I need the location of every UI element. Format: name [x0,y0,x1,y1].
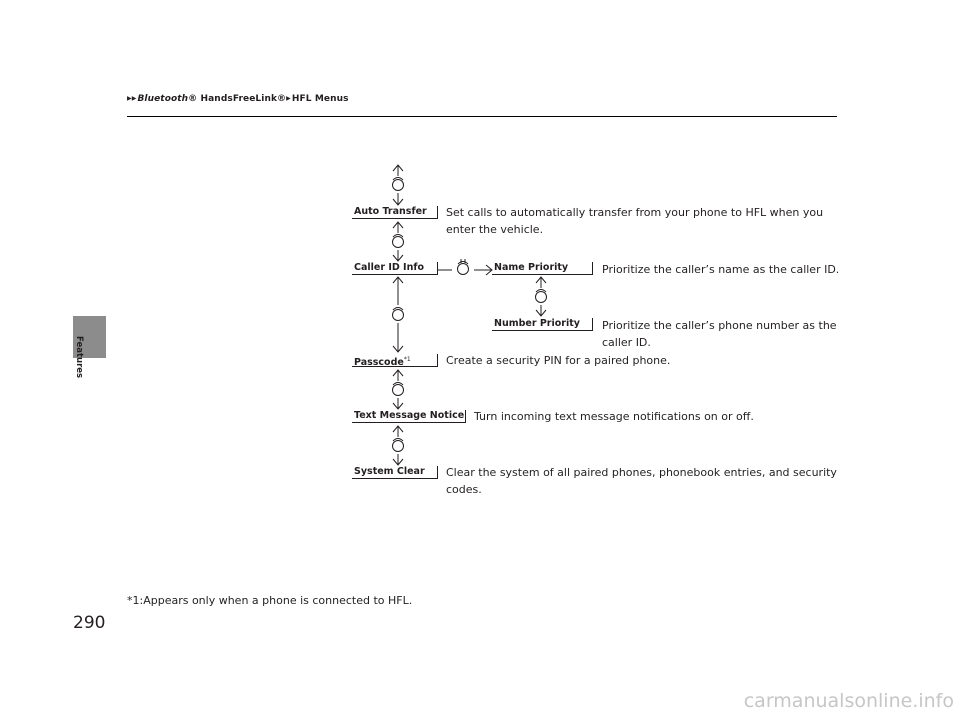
voice-knob-icon [393,308,404,321]
down-arrow-icon [393,454,403,465]
auto-transfer-desc-line1: Set calls to automatically transfer from your phone to HFL when you [446,206,824,219]
down-arrow-icon [393,193,403,205]
down-arrow-icon [393,250,403,261]
system-clear-desc-line2: codes. [446,483,482,496]
system-clear-description [446,464,837,498]
voice-knob-icon [536,290,547,303]
footnote-marker: *1 [403,356,411,363]
breadcrumb-arrow-icon: ▶▶ [127,95,137,102]
up-arrow-icon [393,426,403,437]
voice-knob-icon [393,235,404,248]
breadcrumb-hfl-menus[interactable]: HFL Menus [291,94,349,104]
menu-item-auto-transfer[interactable]: Auto Transfer [352,206,438,219]
auto-transfer-description [446,204,823,238]
number-priority-desc-line1: Prioritize the caller’s phone number as the [602,319,837,332]
name-priority-desc-line1: Prioritize the caller’s name as the caller ID. [602,263,840,276]
footnote: *1:Appears only when a phone is connected to HFL. [127,594,413,607]
auto-transfer-desc-line2: enter the vehicle. [446,223,544,236]
menu-item-name-priority[interactable]: Name Priority [492,262,593,275]
up-arrow-icon [393,165,403,176]
up-arrow-icon [536,277,546,288]
up-arrow-icon [393,277,403,305]
system-clear-desc-line1: Clear the system of all paired phones, phonebook entries, and security [446,466,837,479]
voice-knob-icon [393,178,404,191]
voice-knob-icon [393,439,404,452]
down-arrow-icon [393,323,403,352]
name-priority-description [602,261,839,278]
breadcrumb-arrow-icon: ▶ [286,95,291,102]
menu-item-passcode[interactable] [352,354,438,367]
section-tab-label: Features [74,336,84,379]
menu-item-number-priority[interactable]: Number Priority [492,318,593,331]
number-priority-desc-line2: caller ID. [602,336,651,349]
passcode-desc-line1: Create a security PIN for a paired phone. [446,354,671,367]
text-message-notice-description [474,408,754,425]
down-arrow-icon [536,305,546,316]
up-arrow-icon [393,370,403,381]
passcode-label: Passcode [354,357,404,369]
right-arrow-icon [474,265,492,275]
page-number: 290 [73,613,106,633]
breadcrumb-handsfreelink[interactable]: ® HandsFreeLink® [188,94,287,104]
menu-item-caller-id-info[interactable]: Caller ID Info [352,262,438,275]
watermark: carmanualsonline.info [743,690,954,712]
number-priority-description [602,317,837,351]
push-knob-icon [458,259,469,275]
up-arrow-icon [393,222,403,233]
text-message-desc-line1: Turn incoming text message notifications on or off. [474,410,754,423]
down-arrow-icon [393,398,403,409]
menu-item-system-clear[interactable]: System Clear [352,466,438,479]
breadcrumb-bluetooth[interactable]: Bluetooth [137,94,189,104]
menu-item-text-message-notice[interactable]: Text Message Notice [354,410,465,421]
passcode-description [446,352,670,369]
voice-knob-icon [393,383,404,396]
